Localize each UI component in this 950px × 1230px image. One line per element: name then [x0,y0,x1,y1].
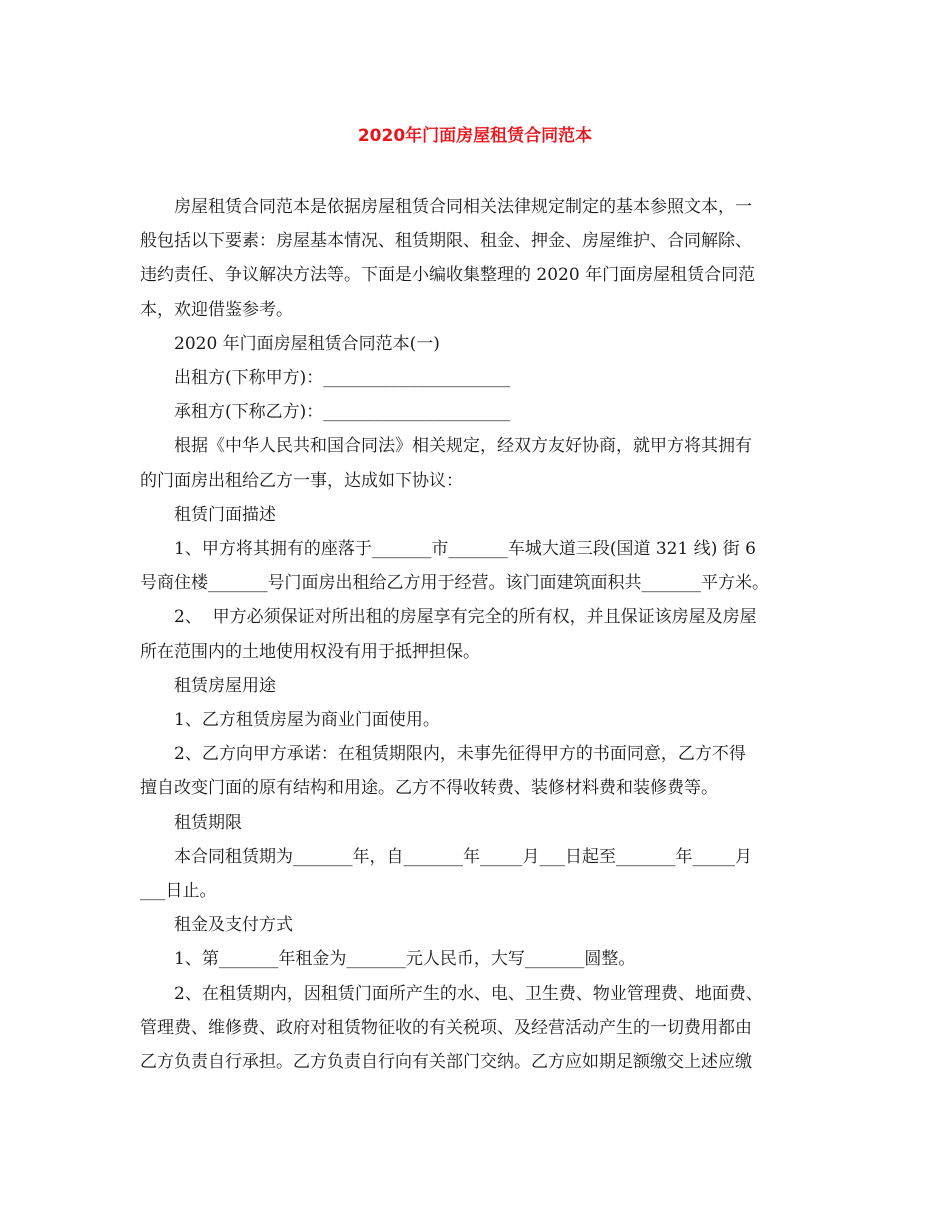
document-line: 租赁期限 [174,812,242,833]
document-line: 1、第_______年租金为_______元人民币，大写_______圆整。 [174,949,636,970]
document-line: 违约责任、争议解决方法等。下面是小编收集整理的 2020 年门面房屋租赁合同范 [140,265,756,286]
document-line: ___日止。 [140,881,217,902]
document-line: 所在范围内的土地使用权没有用于抵押担保。 [140,641,480,662]
document-line: 般包括以下要素：房屋基本情况、租赁期限、租金、押金、房屋维护、合同解除、 [140,231,752,252]
document-line: 承租方(下称乙方)：______________________ [174,402,511,423]
document-line: 本合同租赁期为_______年，自_______年_____月___日起至_______年_____月 [174,846,752,867]
document-line: 1、甲方将其拥有的座落于_______市_______车城大道三段(国道 321 线) 街 6 [174,539,756,560]
document-title: 2020年门面房屋租赁合同范本 [357,126,593,146]
document-line: 根据《中华人民共和国合同法》相关规定，经双方友好协商，就甲方将其拥有 [174,436,752,457]
document-line: 的门面房出租给乙方一事，达成如下协议： [140,470,463,491]
document-line: 房屋租赁合同范本是依据房屋租赁合同相关法律规定制定的基本参照文本，一 [174,197,752,217]
document-line: 2、乙方向甲方承诺：在租赁期限内，未事先征得甲方的书面同意，乙方不得 [174,744,746,765]
document-line: 租赁房屋用途 [174,675,276,696]
document-line: 出租方(下称甲方)：______________________ [174,368,511,389]
document-line: 2020 年门面房屋租赁合同范本(一) [174,333,440,354]
document-line: 租赁门面描述 [174,504,276,525]
document-line: 管理费、维修费、政府对租赁物征收的有关税项、及经营活动产生的一切费用都由 [140,1017,752,1038]
document-line: 号商住楼_______号门面房出租给乙方用于经营。该门面建筑面积共_______平方米。 [140,573,769,594]
document-line: 本，欢迎借鉴参考。 [140,299,293,320]
document-line: 乙方负责自行承担。乙方负责自行向有关部门交纳。乙方应如期足额缴交上述应缴 [140,1052,752,1073]
document-line: 擅自改变门面的原有结构和用途。乙方不得收转费、装修材料费和装修费等。 [140,778,718,799]
document-body [140,190,812,1079]
document-line: 租金及支付方式 [174,915,293,936]
document-line: 2、在租赁期内，因租赁门面所产生的水、电、卫生费、物业管理费、地面费、 [174,983,763,1004]
document-line: 1、乙方租赁房屋为商业门面使用。 [174,710,440,731]
document-line: 2、 甲方必须保证对所出租的房屋享有完全的所有权，并且保证该房屋及房屋 [174,607,757,628]
